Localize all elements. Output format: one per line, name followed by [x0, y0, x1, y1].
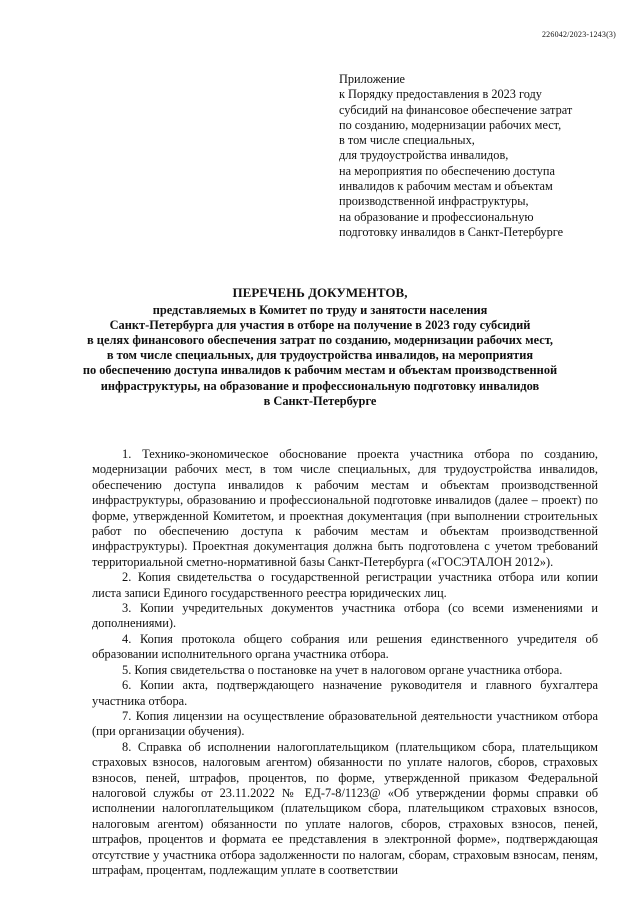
- list-item-5: 5. Копия свидетельства о постановке на учет в налоговом органе участника отбора.: [122, 662, 563, 677]
- title-line: по обеспечению доступа инвалидов к рабочим местам и объектам производственной: [82, 363, 558, 378]
- annex-line: к Порядку предоставления в 2023 году: [339, 87, 542, 102]
- annex-line: инвалидов к рабочим местам и объектам: [339, 179, 553, 194]
- list-item-1: 1. Технико-экономическое обоснование проекта участника отбора по созданию, модернизации рабочих мест, в том числе специальных, для трудоустройства инвалидов, обеспечению доступа инвалидов к рабочим местам и объектам производственной инфраструктуры, образованию и профессиональной подготовке инвалидов (далее – проект) по форме, утвержденной Комитетом, и проектная документация (при выполнении строительных работ по обеспечению доступа к рабочим местам и объектам производственной инфраструктуры). Проектная документация должна быть подготовлена с учетом требований территориальной сметно-нормативной базы Санкт-Петербурга («ГОСЭТАЛОН 2012»).: [92, 447, 598, 569]
- title-line: Санкт-Петербурга для участия в отборе на получение в 2023 году субсидий: [109, 318, 531, 333]
- title-line: в целях финансового обеспечения затрат по созданию, модернизации рабочих мест,: [87, 333, 553, 348]
- title-line: инфраструктуры, на образование и профессиональную подготовку инвалидов: [100, 378, 540, 393]
- annex-line: на образование и профессиональную: [339, 209, 534, 224]
- annex-block: [339, 72, 629, 240]
- annex-line: для трудоустройства инвалидов,: [339, 148, 509, 163]
- list-item-4: 4. Копия протокола общего собрания или решения единственного учредителя об образовании исполнительного органа участника отбора.: [92, 631, 598, 662]
- annex-line: Приложение: [339, 72, 405, 86]
- title-line: представляемых в Комитет по труду и занятости населения: [152, 303, 488, 318]
- annex-line: в том числе специальных,: [339, 133, 475, 148]
- annex-line: производственной инфраструктуры,: [339, 194, 529, 209]
- list-item-7: 7. Копия лицензии на осуществление образовательной деятельности участником отбора (при организации обучения).: [92, 708, 598, 739]
- list-item-8: 8. Справка об исполнении налогоплательщиком (плательщиком сбора, плательщиком страховых взносов, налоговым агентом) обязанности по уплате налогов, сборов, страховых взносов, пеней, штрафов, процентов, по форме, утвержденной приказом Федеральной налоговой службы от 23.11.2022 № ЕД-7-8/1123@ «Об утверждении формы справки об исполнении налогоплательщиком (плательщиком сбора, плательщиком страховых взносов, налоговым агентом) обязанности по уплате налогов, сборов, страховых взносов, пеней, штрафов, процентов и формата ее представления в электронной форме», подтверждающая отсутствие у участника отбора задолженности по налогам, сборам, страховым взносам, пеням, штрафам, процентам, подлежащим уплате в соответствии: [92, 739, 598, 877]
- document-number: 226042/2023-1243(3): [541, 30, 616, 39]
- list-item-2: 2. Копия свидетельства о государственной регистрации участника отбора или копии листа записи Единого государственного реестра юридических лиц.: [92, 570, 598, 600]
- annex-line: по созданию, модернизации рабочих мест,: [339, 117, 562, 132]
- list-item-6: 6. Копии акта, подтверждающего назначение руководителя и главного бухгалтера участника отбора.: [92, 678, 598, 708]
- document-title: [0, 285, 640, 409]
- list-item-3: 3. Копии учредительных документов участника отбора (со всеми изменениями и дополнениями).: [92, 601, 598, 631]
- annex-line: подготовку инвалидов в Санкт-Петербурге: [339, 224, 564, 239]
- annex-line: субсидий на финансовое обеспечение затрат: [339, 102, 573, 117]
- title-line: в том числе специальных, для трудоустройства инвалидов, на мероприятия: [106, 348, 534, 363]
- title-line: в Санкт-Петербурге: [263, 393, 377, 408]
- annex-line: на мероприятия по обеспечению доступа: [339, 163, 555, 178]
- title-main: ПЕРЕЧЕНЬ ДОКУМЕНТОВ,: [232, 285, 408, 300]
- document-body: [92, 447, 598, 878]
